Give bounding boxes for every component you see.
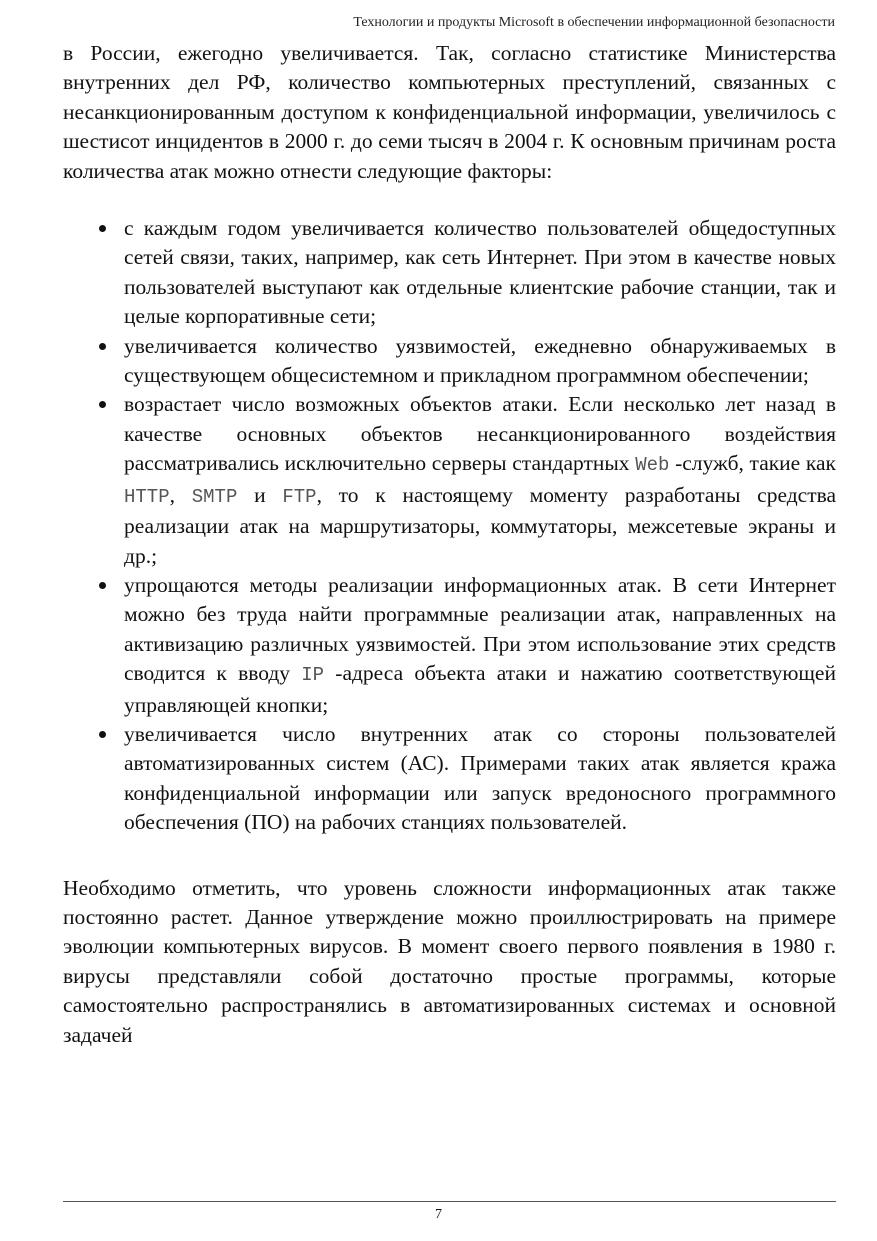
intro-paragraph: в России, ежегодно увеличивается. Так, согласно статистике Министерства внутренних дел РФ, количество компьютерных преступлений, связанных с несанкционированным доступом к конфиденциальной информации, увеличилось с шестисот инцидентов в 2000 г. до семи тысяч в 2004 г. К основным причинам роста количества атак можно отнести следующие факторы: bbox=[63, 41, 836, 183]
list-item bbox=[124, 390, 836, 570]
list-item-text: -служб, такие как bbox=[669, 451, 836, 476]
factors-list bbox=[63, 214, 836, 838]
code-ip: IP bbox=[301, 664, 325, 687]
code-web: Web bbox=[635, 454, 670, 477]
list-item-text: с каждым годом увеличивается количество пользователей общедоступных сетей связи, таких, например, как сеть Интернет. При этом в качестве новых пользователей выступают как отдельные клиентские рабочие станции, так и целые корпоративные сети; bbox=[124, 216, 836, 329]
list-item-text: возрастает число возможных объектов атаки. Если несколько лет назад в качестве основных объектов несанкционированного воздействия рассматривались исключительно серверы стандартных bbox=[124, 392, 836, 476]
code-http: HTTP bbox=[124, 485, 170, 508]
running-header: Технологии и продукты Microsoft в обеспечении информационной безопасности bbox=[353, 15, 835, 30]
list-item bbox=[124, 720, 836, 838]
code-smtp: SMTP bbox=[191, 485, 238, 508]
list-item bbox=[124, 571, 836, 720]
list-item-text: упрощаются методы реализации информационных атак. В сети Интернет можно без труда найти программные реализации атак, направленных на активизацию различных уязвимостей. При этом использование этих средств сводится к вводу bbox=[124, 572, 836, 686]
list-item-text: увеличивается число внутренних атак со стороны пользователей автоматизированных систем (АС). Примерами таких атак является кража конфиденциальной информации или запуск вредоносного программного обеспечения (ПО) на рабочих станциях пользователей. bbox=[124, 721, 836, 835]
list-item-text: и bbox=[237, 482, 283, 507]
code-ftp: FTP bbox=[282, 485, 317, 508]
list-item-text: увеличивается количество уязвимостей, ежедневно обнаруживаемых в существующем общесистемном и прикладном программном обеспечении; bbox=[124, 333, 836, 388]
list-item-text: , bbox=[169, 482, 192, 507]
page-body bbox=[63, 39, 836, 1050]
footer-divider bbox=[63, 1201, 836, 1202]
list-item bbox=[124, 332, 836, 391]
closing-paragraph: Необходимо отметить, что уровень сложности информационных атак также постоянно растет. Данное утверждение можно проиллюстрировать на примере эволюции компьютерных вирусов. В момент своего первого появления в 1980 г. вирусы представляли собой достаточно простые программы, которые самостоятельно распространялись в автоматизированных системах и основной задачей bbox=[63, 875, 836, 1047]
list-item-text: -адреса объекта атаки и нажатию соответствующей управляющей кнопки; bbox=[124, 661, 836, 717]
list-item bbox=[124, 214, 836, 332]
list-item-text: , то к настоящему моменту разработаны средства реализации атак на маршрутизаторы, коммутаторы, межсетевые экраны и др.; bbox=[124, 482, 837, 568]
page-number: 7 bbox=[435, 1207, 442, 1222]
